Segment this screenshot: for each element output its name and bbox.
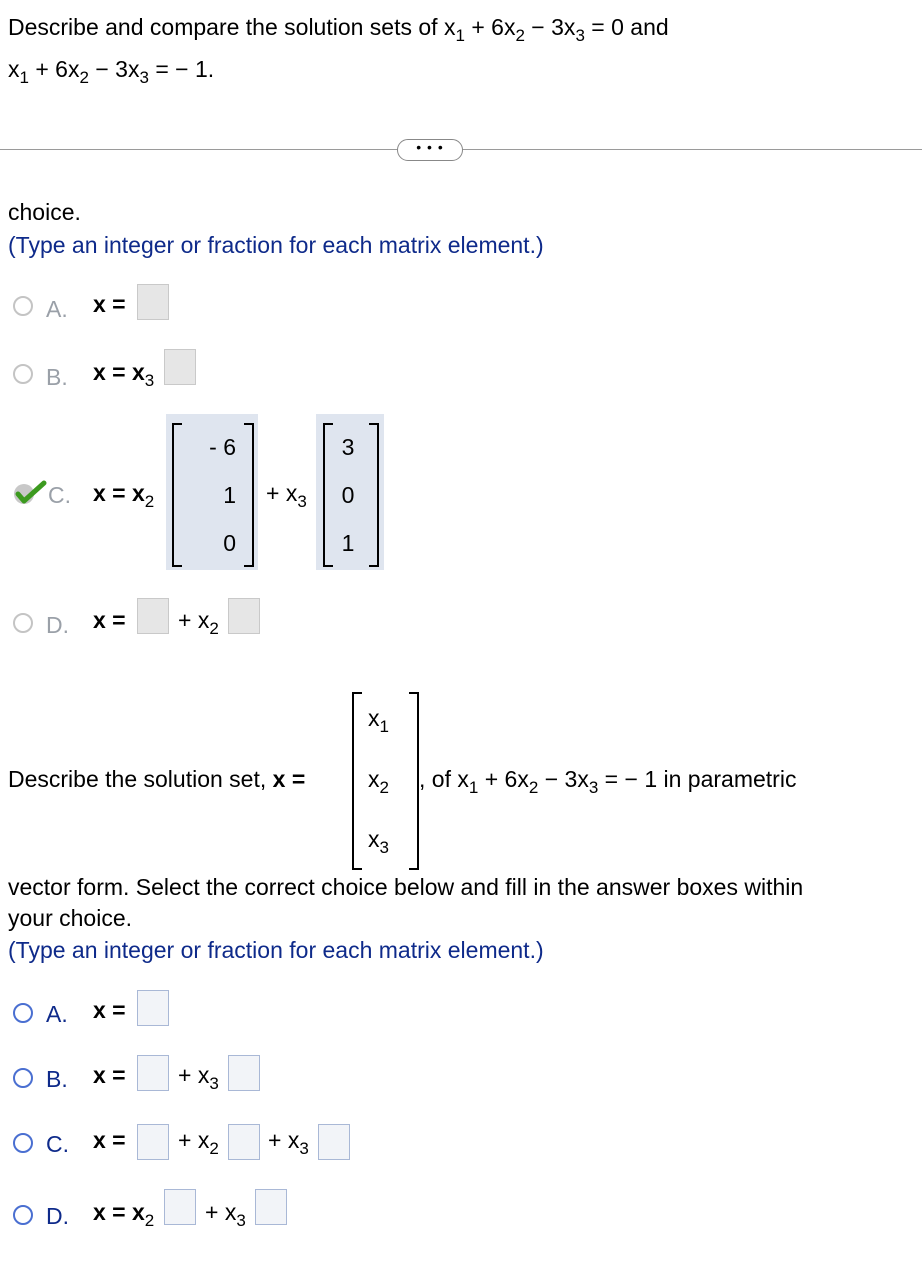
vec-text: x [368,705,380,731]
checkmark-icon [10,480,50,508]
plus-text: + x [205,1199,237,1225]
p1-c-matrix2-left-bracket [323,423,333,567]
p2-option-b-radio[interactable] [13,1068,33,1088]
after-text: − 3x [538,766,589,792]
after-text: + 6x [478,766,529,792]
p1-option-a-radio[interactable] [13,296,33,316]
p2-option-c-plus-1 [178,1127,219,1158]
p1-option-a-letter: A. [46,296,68,322]
p2-option-d-input-1[interactable] [164,1189,196,1225]
p1-option-d-expr: x = [93,607,126,633]
p1-option-b-letter: B. [46,364,68,390]
vec-sub: 1 [379,717,389,736]
p2-option-c-input-1[interactable] [137,1124,169,1160]
p2-describe-after [419,766,797,797]
vec-sub: 2 [379,778,389,797]
p1-c-plus [266,480,307,511]
plus-sub: 3 [209,1074,219,1093]
x-eq: x = [272,766,306,792]
p2-option-d-letter: D. [46,1203,69,1229]
p1-c-matrix2-right-bracket [369,423,379,567]
p2-option-d-input-2[interactable] [255,1189,287,1225]
p2-vector-right-bracket [409,692,419,870]
p1-c-m2-cell[interactable]: 1 [341,530,355,556]
part1-choice-text: choice. [8,199,81,225]
plus-text: + x [178,1127,210,1153]
p1-option-d-input-1[interactable] [137,598,169,634]
q-sub: 1 [455,26,465,45]
p2-option-d-expr [93,1199,155,1230]
p2-option-a-letter: A. [46,1001,68,1027]
expr-sub: 2 [144,1211,155,1230]
p2-option-c-input-3[interactable] [318,1124,350,1160]
p1-option-a-input[interactable] [137,284,169,320]
q-sub: 1 [19,68,29,87]
p2-option-b-input-2[interactable] [228,1055,260,1091]
p2-vector-left-bracket [352,692,362,870]
expand-button[interactable]: • • • [397,139,463,161]
describe-text: Describe the solution set, [8,766,273,792]
after-text: , of x [419,766,469,792]
plus-text: + x [268,1127,300,1153]
p1-option-a-expr: x = [93,291,126,317]
p1-c-m1-cell[interactable]: 0 [223,530,236,556]
p1-option-d-radio[interactable] [13,613,33,633]
plus-text: + x [178,1062,210,1088]
p1-c-matrix1-left-bracket [172,423,182,567]
p2-vector-entry [368,705,389,736]
plus-text: + x [266,480,298,506]
plus-sub: 2 [209,1139,219,1158]
expr-text: x = x [93,480,145,506]
vec-sub: 3 [379,838,389,857]
q-text: − 3x [88,56,140,82]
q-sub: 2 [79,68,89,87]
p2-option-c-expr: x = [93,1127,126,1153]
p2-option-c-plus-2 [268,1127,309,1158]
p2-option-b-plus [178,1062,219,1093]
p2-vector-entry [368,766,389,797]
p1-option-d-letter: D. [46,612,69,638]
q-text: + 6x [28,56,80,82]
q-sub: 3 [575,26,585,45]
expr-sub: 3 [144,371,155,390]
p2-line-2: vector form. Select the correct choice below and fill in the answer boxes within [8,874,804,900]
p2-hint: (Type an integer or fraction for each matrix element.) [8,937,544,963]
q-text: Describe and compare the solution sets of x [8,14,456,40]
p2-option-c-letter: C. [46,1131,69,1157]
after-text: = − 1 in parametric [598,766,797,792]
p2-option-b-expr: x = [93,1062,126,1088]
p1-option-c-letter: C. [48,482,71,508]
p1-c-m2-cell[interactable]: 0 [341,482,355,508]
p2-line-3: your choice. [8,905,133,931]
plus-sub: 3 [299,1139,309,1158]
q-text: − 3x [524,14,576,40]
expr-text: x = x [93,359,145,385]
expr-text: x = x [93,1199,145,1225]
q-text: + 6x [464,14,516,40]
p2-option-b-input-1[interactable] [137,1055,169,1091]
p1-option-d-input-2[interactable] [228,598,260,634]
p1-c-m2-cell[interactable]: 3 [341,434,355,460]
after-sub: 1 [468,778,479,797]
q-text: = − 1. [148,56,215,82]
q-sub: 2 [515,26,525,45]
p1-c-matrix1-right-bracket [244,423,254,567]
p2-option-d-plus [205,1199,246,1230]
p1-option-b-radio[interactable] [13,364,33,384]
part1-hint: (Type an integer or fraction for each matrix element.) [8,232,544,258]
plus-sub: 3 [236,1211,246,1230]
p1-c-m1-cell[interactable]: - 6 [209,434,236,460]
plus-text: + x [178,607,210,633]
p1-option-b-expr [93,359,155,390]
p2-vector-entry [368,826,389,857]
p2-option-a-expr: x = [93,997,126,1023]
question-line-1 [8,14,669,45]
question-line-2 [8,56,215,87]
vec-text: x [368,766,380,792]
expr-sub: 2 [144,492,155,511]
p2-option-b-letter: B. [46,1066,68,1092]
vec-text: x [368,826,380,852]
after-sub: 3 [588,778,599,797]
after-sub: 2 [528,778,539,797]
p2-option-a-input[interactable] [137,990,169,1026]
q-text: x [8,56,20,82]
plus-sub: 3 [297,492,307,511]
p2-option-c-input-2[interactable] [228,1124,260,1160]
q-text: = 0 and [584,14,669,40]
p1-option-b-input[interactable] [164,349,196,385]
p2-option-d-radio[interactable] [13,1205,33,1225]
p1-c-m1-cell[interactable]: 1 [223,482,236,508]
plus-sub: 2 [209,619,219,638]
p2-describe-text [8,766,305,793]
p1-option-c-expr [93,480,155,511]
p2-option-a-radio[interactable] [13,1003,33,1023]
p1-option-d-plus [178,607,219,638]
q-sub: 3 [139,68,149,87]
p2-option-c-radio[interactable] [13,1133,33,1153]
